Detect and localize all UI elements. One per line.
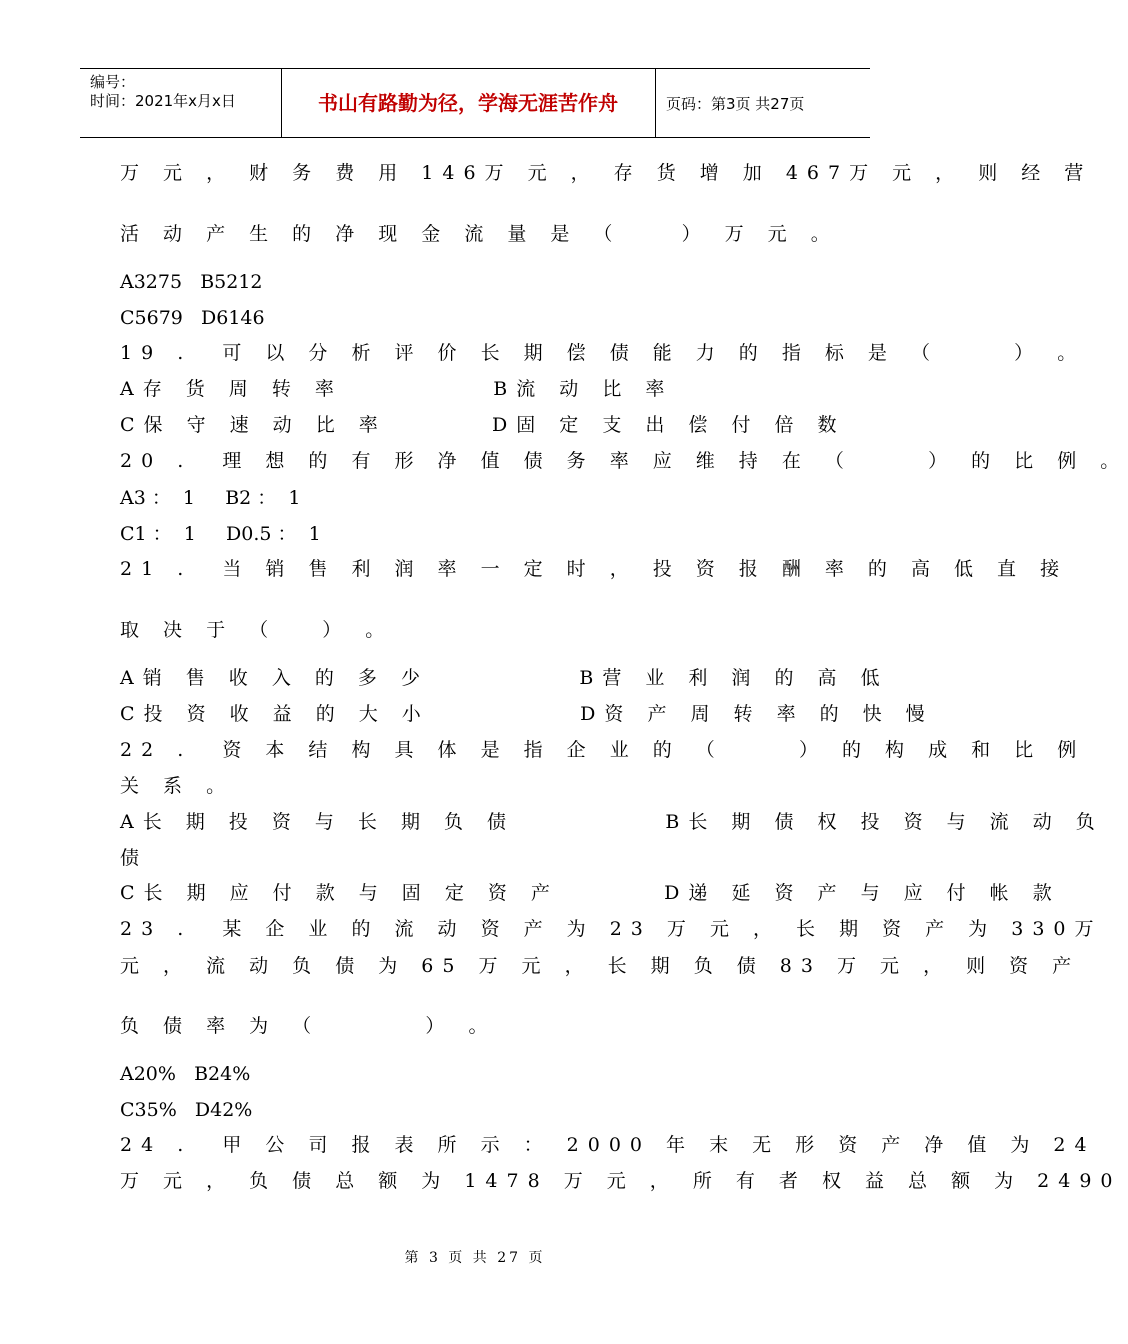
page-info: 页码：第3页 共27页: [666, 95, 805, 113]
page-header: [80, 68, 870, 138]
text-line: 负 债 率 为 （ ） 。: [120, 1015, 497, 1037]
text-line: 债: [120, 847, 149, 869]
text-line: 关 系 。: [120, 775, 235, 797]
text-line: 取 决 于 （ ） 。: [120, 619, 394, 641]
option-line: C投 资 收 益 的 大 小 D资 产 周 转 率 的 快 慢: [120, 703, 934, 725]
question-line: 24 . 甲 公 司 报 表 所 示 ： 2000 年 末 无 形 资 产 净 值 为 24: [120, 1134, 1096, 1156]
text-line: 万 元 ， 财 务 费 用 146万 元 ， 存 货 增 加 467万 元 ， 则 经 营: [120, 162, 1093, 184]
serial-label: 编号：: [90, 73, 136, 91]
option-line: C1 ： 1 D0.5 ： 1: [120, 523, 321, 545]
header-divider: [655, 69, 656, 137]
option-line: A销 售 收 入 的 多 少 B营 业 利 润 的 高 低: [120, 667, 889, 689]
question-line: 20 . 理 想 的 有 形 净 值 债 务 率 应 维 持 在 （ ） 的 比 例 。: [120, 450, 1128, 472]
question-line: 23 . 某 企 业 的 流 动 资 产 为 23 万 元 ， 长 期 资 产 为 330万: [120, 918, 1103, 940]
page-footer: 第 3 页 共 27 页: [404, 1250, 546, 1266]
option-line: A20% B24%: [120, 1063, 251, 1085]
option-line: A3 ： 1 B2 ： 1: [120, 487, 301, 509]
option-line: C长 期 应 付 款 与 固 定 资 产 D递 延 资 产 与 应 付 帐 款: [120, 882, 1061, 904]
option-line: A长 期 投 资 与 长 期 负 债 B长 期 债 权 投 资 与 流 动 负: [120, 811, 1104, 833]
question-line: 21 . 当 销 售 利 润 率 一 定 时 ， 投 资 报 酬 率 的 高 低 直 接: [120, 558, 1069, 580]
option-line: A存 货 周 转 率 B流 动 比 率: [120, 378, 674, 400]
question-line: 19 . 可 以 分 析 评 价 长 期 偿 债 能 力 的 指 标 是 （ ） 。: [120, 342, 1086, 364]
date-line: 时间：2021年x月x日: [90, 92, 236, 110]
question-line: 22 . 资 本 结 构 具 体 是 指 企 业 的 （ ） 的 构 成 和 比 例: [120, 739, 1086, 761]
text-line: 活 动 产 生 的 净 现 金 流 量 是 （ ） 万 元 。: [120, 223, 839, 245]
option-line: A3275 B5212: [120, 271, 263, 293]
option-line: C35% D42%: [120, 1099, 253, 1121]
motto: 书山有路勤为径，学海无涯苦作舟: [318, 91, 618, 115]
option-line: C保 守 速 动 比 率 D固 定 支 出 偿 付 倍 数: [120, 414, 846, 436]
option-line: C5679 D6146: [120, 307, 265, 329]
text-line: 元 ， 流 动 负 债 为 65 万 元 ， 长 期 负 债 83 万 元 ， 则 资 产: [120, 955, 1081, 977]
text-line: 万 元 ， 负 债 总 额 为 1478 万 元 ， 所 有 者 权 益 总 额 为 2490: [120, 1170, 1122, 1192]
